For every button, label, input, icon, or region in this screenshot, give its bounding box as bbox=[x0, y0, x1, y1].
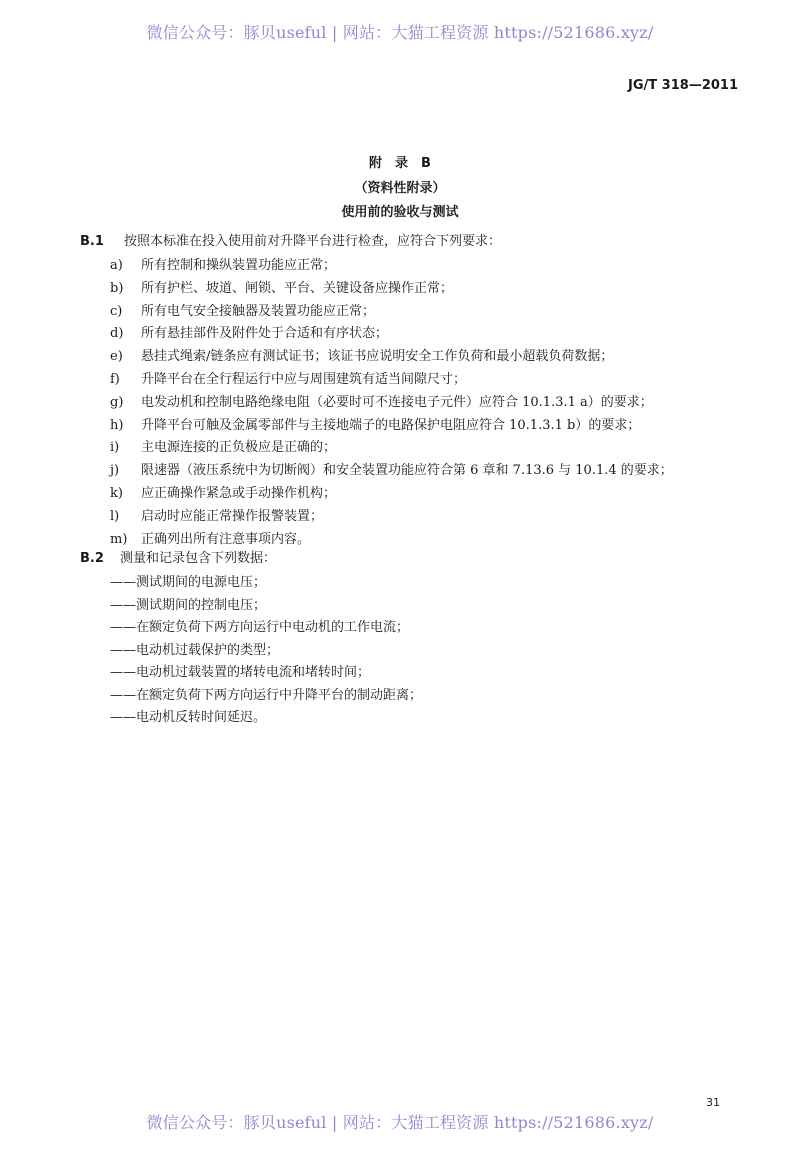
clause-b1-intro: 按照本标准在投入使用前对升降平台进行检查，应符合下列要求： bbox=[124, 234, 502, 249]
list-item-text: 电发动机和控制电路绝缘电阻（必要时可不连接电子元件）应符合 10.1.3.1 a）的要求； bbox=[141, 394, 653, 410]
list-item-marker: j) bbox=[110, 463, 120, 479]
list-item-marker: i) bbox=[110, 440, 120, 456]
clause-b2-intro: 测量和记录包含下列数据： bbox=[120, 551, 277, 566]
list-item-text: 主电源连接的正负极应是正确的； bbox=[141, 440, 337, 456]
list-item-marker: l) bbox=[110, 508, 120, 524]
appendix-subtitle: 使用前的验收与测试 bbox=[341, 205, 459, 220]
standard-code: JG/T 318—2011 bbox=[628, 78, 738, 93]
list-item-marker: e) bbox=[110, 349, 123, 365]
list-item-text: 升降平台在全行程运行中应与周围建筑有适当间隙尺寸； bbox=[141, 372, 467, 387]
list-item-text: 升降平台可触及金属零部件与主接地端子的电路保护电阻应符合 10.1.3.1 b）的要求； bbox=[141, 417, 641, 433]
list-item-text: 悬挂式绳索/链条应有测试证书；该证书应说明安全工作负荷和最小超载负荷数据； bbox=[141, 349, 614, 365]
list-item-text: 正确列出所有注意事项内容。 bbox=[141, 531, 311, 547]
measurement-item: ——电动机反转时间延迟。 bbox=[110, 710, 267, 725]
list-item-marker: d) bbox=[110, 326, 124, 342]
list-item-marker: h) bbox=[110, 417, 124, 433]
list-item-marker: a) bbox=[110, 258, 123, 273]
measurement-item: ——测试期间的电源电压； bbox=[110, 575, 267, 590]
list-item-text: 所有控制和操纵装置功能应正常； bbox=[141, 258, 337, 273]
measurement-item: ——在额定负荷下两方向运行中电动机的工作电流； bbox=[110, 620, 410, 635]
list-item-text: 限速器（液压系统中为切断阀）和安全装置功能应符合第 6 章和 7.13.6 与 10.1.4 的要求； bbox=[141, 463, 673, 479]
measurement-item: ——电动机过载装置的堵转电流和堵转时间； bbox=[110, 665, 371, 680]
appendix-type: （资料性附录） bbox=[354, 181, 446, 196]
clause-b2-number: B.2 bbox=[80, 551, 104, 566]
appendix-title: 附 录 B bbox=[369, 156, 431, 171]
list-item-marker: m) bbox=[110, 531, 128, 547]
watermark-bottom: 微信公众号：豚贝useful | 网站：大猫工程资源 https://521686.xyz/ bbox=[146, 1113, 654, 1132]
list-item-text: 所有电气安全接触器及装置功能应正常； bbox=[141, 303, 376, 319]
list-item-text: 所有护栏、坡道、闸锁、平台、关键设备应操作正常； bbox=[141, 280, 454, 296]
measurement-item: ——电动机过载保护的类型； bbox=[110, 642, 280, 658]
list-item-marker: f) bbox=[110, 372, 120, 387]
list-item-marker: k) bbox=[110, 486, 123, 501]
measurement-item: ——测试期间的控制电压； bbox=[110, 597, 267, 613]
list-item-text: 应正确操作紧急或手动操作机构； bbox=[141, 486, 337, 501]
list-item-text: 启动时应能正常操作报警装置； bbox=[141, 508, 324, 524]
list-item-text: 所有悬挂部件及附件处于合适和有序状态； bbox=[141, 326, 389, 342]
list-item-marker: b) bbox=[110, 280, 124, 296]
list-item-marker: g) bbox=[110, 394, 124, 410]
measurement-item: ——在额定负荷下两方向运行中升降平台的制动距离； bbox=[110, 687, 423, 703]
clause-b1-number: B.1 bbox=[80, 234, 104, 249]
watermark-top: 微信公众号：豚贝useful | 网站：大猫工程资源 https://521686.xyz/ bbox=[146, 23, 654, 42]
list-item-marker: c) bbox=[110, 303, 123, 319]
page-number: 31 bbox=[706, 1096, 720, 1109]
